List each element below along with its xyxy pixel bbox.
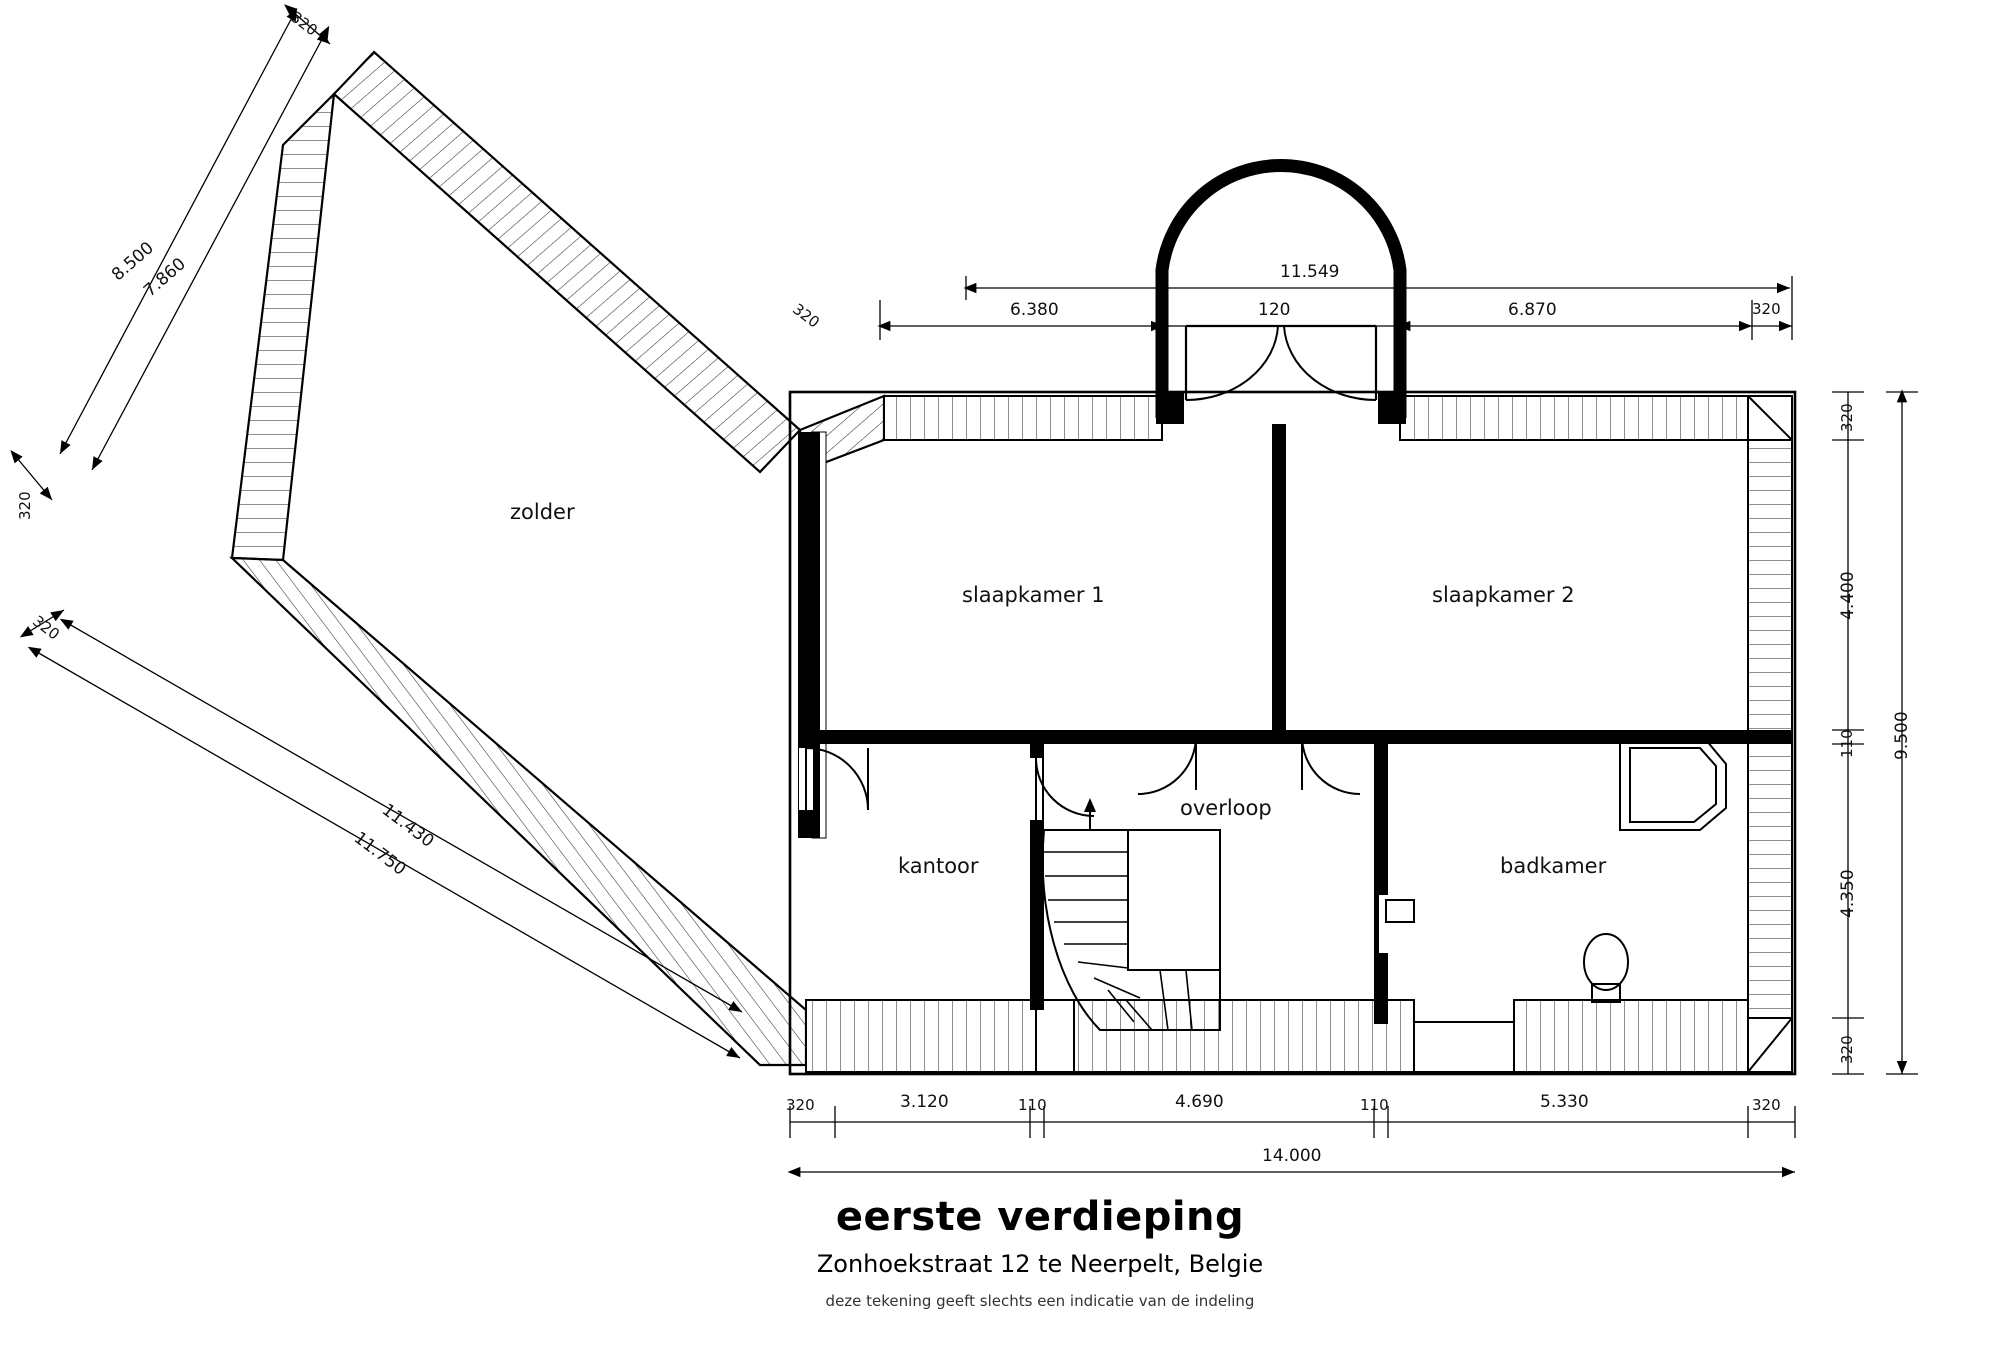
dim-top-3: 6.870 [1508, 300, 1557, 320]
dim-corner-1: 320 [287, 8, 321, 40]
dim-top-left-small: 320 [789, 300, 823, 332]
dim-bottom-4: 4.690 [1175, 1092, 1224, 1112]
drawing-subtitle: Zonhoekstraat 12 te Neerpelt, Belgie [816, 1250, 1264, 1278]
dim-bottom-3: 110 [1018, 1096, 1047, 1114]
dim-bottom-6: 5.330 [1540, 1092, 1589, 1112]
dim-left-lower-1: 11.430 [377, 800, 438, 852]
dim-right-2: 4.400 [1838, 571, 1858, 620]
room-label-kantoor: kantoor [898, 854, 979, 878]
dim-right-overall: 9.500 [1892, 711, 1912, 760]
dim-corner-2: 320 [16, 491, 34, 520]
zolder-walls [232, 52, 884, 1065]
doors [806, 736, 1414, 953]
room-label-slaapkamer-1: slaapkamer 1 [962, 583, 1105, 607]
dim-left-upper-1: 8.500 [108, 238, 158, 286]
dim-right-3: 110 [1838, 729, 1856, 758]
dim-left-upper-2: 7.860 [140, 254, 190, 302]
room-label-badkamer: badkamer [1500, 854, 1607, 878]
interior-walls [798, 424, 1792, 1024]
arched-dormer [1156, 165, 1406, 424]
dim-top-4: 320 [1752, 300, 1781, 318]
dim-right-5: 320 [1838, 1035, 1856, 1064]
dim-bottom-2: 3.120 [900, 1092, 949, 1112]
room-label-slaapkamer-2: slaapkamer 2 [1432, 583, 1575, 607]
room-label-overloop: overloop [1180, 796, 1272, 820]
dim-bottom-7: 320 [1752, 1096, 1781, 1114]
drawing-note: deze tekening geeft slechts een indicatie van de indeling [825, 1292, 1255, 1310]
drawing-title: eerste verdieping [835, 1194, 1245, 1240]
dim-right-4: 4.350 [1838, 869, 1858, 918]
staircase [1043, 798, 1220, 1030]
dim-left-lower-2: 11.750 [349, 828, 410, 880]
dim-top-2: 120 [1258, 300, 1291, 320]
dim-bottom-overall: 14.000 [1262, 1146, 1322, 1166]
dim-top-1: 6.380 [1010, 300, 1059, 320]
dim-right-1: 320 [1838, 403, 1856, 432]
dim-bottom-5: 110 [1360, 1096, 1389, 1114]
dim-top-overall: 11.549 [1280, 262, 1340, 282]
dim-corner-3: 320 [29, 612, 63, 644]
room-label-zolder: zolder [510, 500, 575, 524]
dim-bottom-1: 320 [786, 1096, 815, 1114]
